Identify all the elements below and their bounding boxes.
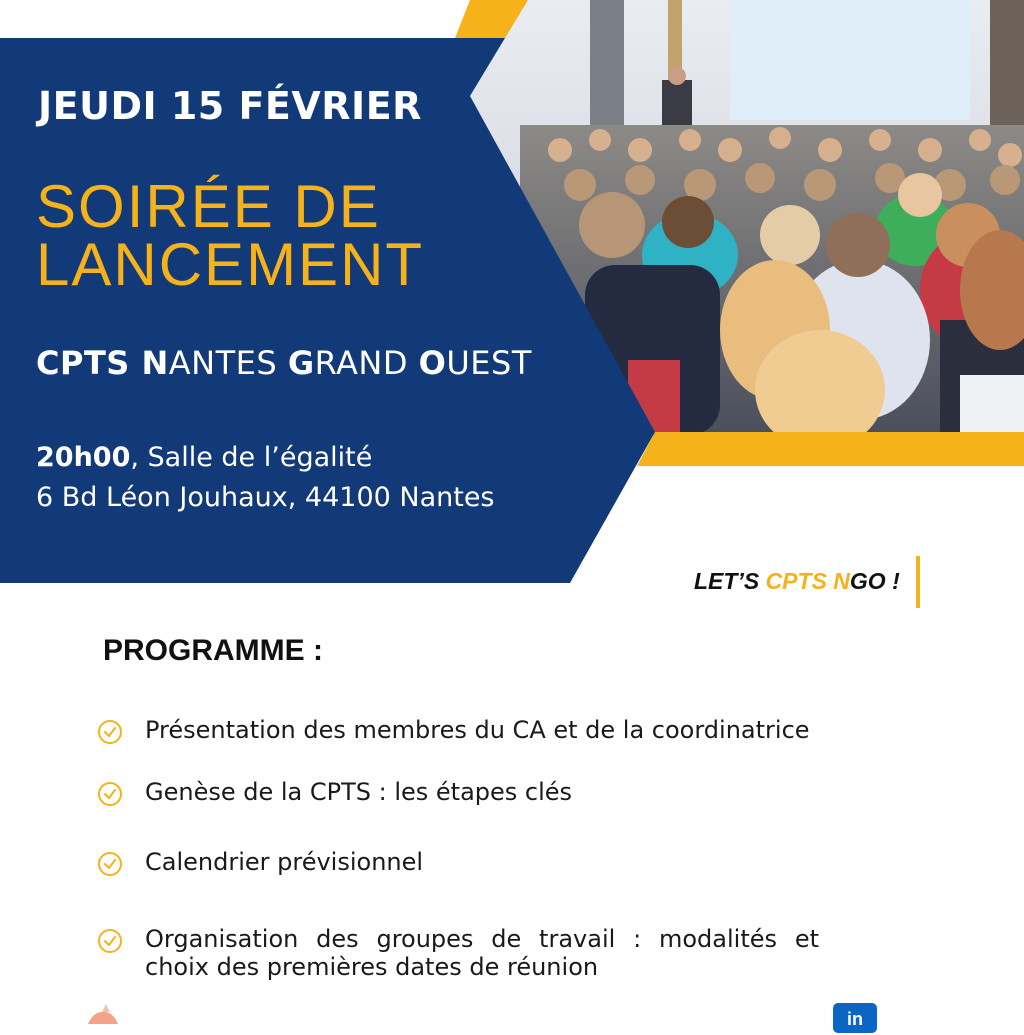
organizer-initial-n: N — [141, 344, 169, 382]
decorative-shape-icon — [84, 1004, 124, 1024]
gold-accent-top — [455, 0, 528, 38]
tagline-part-2: CPTS N — [765, 568, 850, 594]
tagline-divider — [916, 556, 920, 608]
organizer-word-cpts-rest: PTS — [59, 344, 142, 382]
event-time: 20h00 — [36, 442, 131, 473]
programme-item-text: Organisation des groupes de travail : modalités et choix des premières dates de réunion — [145, 925, 819, 981]
check-circle-icon — [96, 718, 124, 746]
check-circle-icon — [96, 850, 124, 878]
tagline-part-3: GO ! — [849, 568, 900, 594]
venue-line — [36, 438, 495, 478]
event-date: JEUDI 15 FÉVRIER — [38, 84, 422, 128]
linkedin-icon[interactable]: in — [833, 1003, 877, 1033]
tagline — [694, 568, 900, 595]
venue-address: 6 Bd Léon Jouhaux, 44100 Nantes — [36, 482, 495, 513]
event-title-line-2: LANCEMENT — [36, 231, 425, 298]
event-title-line-1: SOIRÉE DE — [36, 173, 381, 240]
event-venue — [36, 438, 495, 518]
organizer-word-grand-rest: RAND — [314, 344, 419, 382]
check-circle-icon — [96, 927, 124, 955]
programme-item-text: Genèse de la CPTS : les étapes clés — [145, 778, 573, 806]
check-circle-icon — [96, 780, 124, 808]
organizer-word-nantes-rest: ANTES — [168, 344, 288, 382]
programme-item-text: Présentation des membres du CA et de la coordinatrice — [145, 716, 810, 744]
organizer-initial-c: C — [36, 344, 60, 382]
programme-heading: PROGRAMME : — [103, 634, 323, 667]
venue-name: , Salle de l’égalité — [130, 442, 373, 473]
gold-accent-bottom — [637, 432, 1024, 466]
organizer-initial-g: G — [287, 344, 315, 382]
tagline-part-1: LET’S — [694, 568, 766, 594]
organizer-word-ouest-rest: UEST — [446, 344, 532, 382]
organizer-initial-o: O — [418, 344, 447, 382]
event-title — [36, 173, 425, 298]
organizer-name — [36, 344, 532, 382]
programme-item-text: Calendrier prévisionnel — [145, 848, 424, 876]
